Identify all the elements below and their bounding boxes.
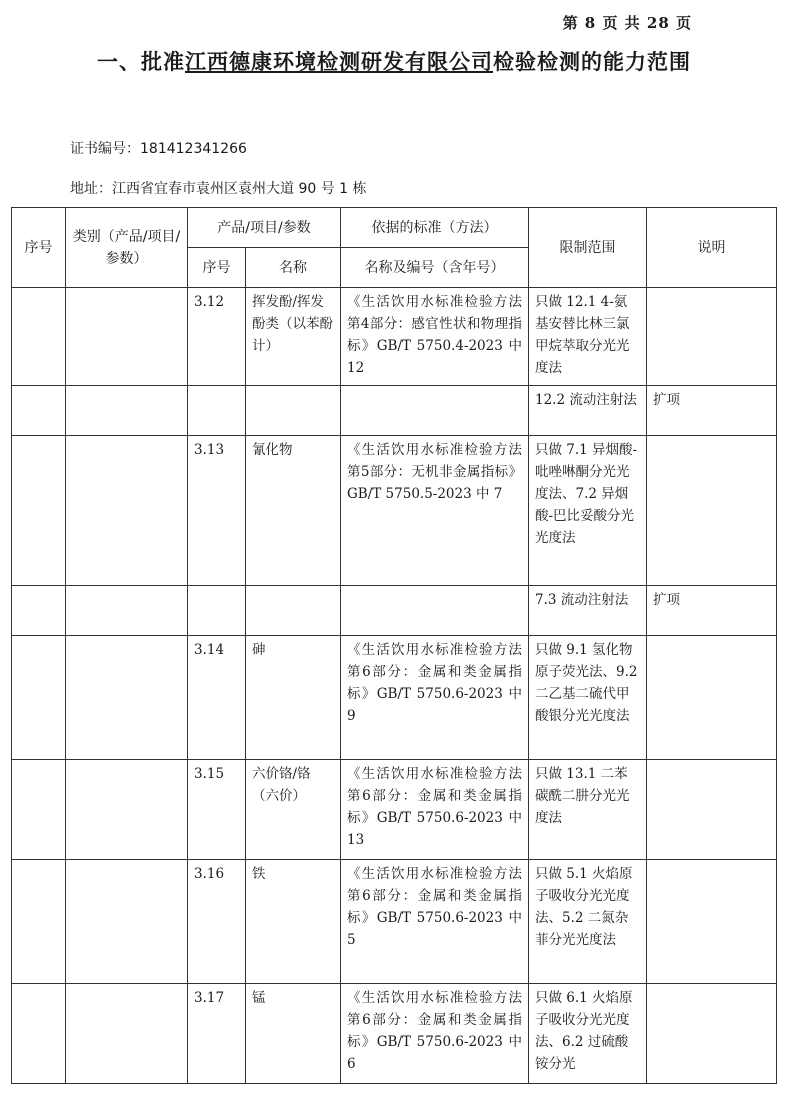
capability-scope-table: [11, 207, 777, 1084]
table-row: [12, 586, 777, 636]
cell-note: [647, 760, 777, 860]
table-row: [12, 386, 777, 436]
cell-standard: [341, 586, 529, 636]
table-row: [12, 636, 777, 760]
header-seq: 序号: [12, 208, 66, 288]
header-standard-group: 依据的标准（方法）: [341, 208, 529, 248]
cell-limit: 只做 12.1 4-氨基安替比林三氯甲烷萃取分光光度法: [529, 288, 647, 386]
cell-seq: [12, 760, 66, 860]
cell-note: [647, 636, 777, 760]
cell-seq: [12, 984, 66, 1084]
cell-category: [66, 436, 188, 586]
cell-sub-seq: 3.13: [188, 436, 246, 586]
cell-name: [246, 586, 341, 636]
table-row: [12, 288, 777, 386]
cell-standard: 《生活饮用水标准检验方法 第6部分：金属和类金属指标》GB/T 5750.6-2023 中 9: [341, 636, 529, 760]
certificate-value: 181412341266: [140, 141, 247, 157]
cell-sub-seq: [188, 586, 246, 636]
address: [70, 178, 367, 198]
cell-sub-seq: 3.17: [188, 984, 246, 1084]
cell-standard: 《生活饮用水标准检验方法 第5部分：无机非金属指标》GB/T 5750.5-2023 中 7: [341, 436, 529, 586]
table-row: [12, 860, 777, 984]
cell-seq: [12, 860, 66, 984]
header-name: 名称: [246, 248, 341, 288]
cell-category: [66, 586, 188, 636]
header-standard-sub: 名称及编号（含年号）: [341, 248, 529, 288]
certificate-label: 证书编号：: [70, 141, 140, 157]
table-row: [12, 436, 777, 586]
cell-seq: [12, 636, 66, 760]
page-number: 第 8 页 共 28 页: [562, 14, 692, 32]
cell-note: [647, 860, 777, 984]
cell-category: [66, 386, 188, 436]
cell-name: 铁: [246, 860, 341, 984]
cell-standard: 《生活饮用水标准检验方法 第6部分：金属和类金属指标》GB/T 5750.6-2023 中 6: [341, 984, 529, 1084]
cell-standard: 《生活饮用水标准检验方法 第4部分：感官性状和物理指标》GB/T 5750.4-2023 中 12: [341, 288, 529, 386]
title-organization: 江西德康环境检测研发有限公司: [185, 49, 493, 74]
header-category: 类别（产品/项目/参数）: [66, 208, 188, 288]
cell-name: 挥发酚/挥发酚类（以苯酚计）: [246, 288, 341, 386]
cell-name: 氰化物: [246, 436, 341, 586]
cell-note: [647, 436, 777, 586]
table-row: [12, 984, 777, 1084]
header-product-group: 产品/项目/参数: [188, 208, 341, 248]
cell-category: [66, 984, 188, 1084]
cell-category: [66, 636, 188, 760]
header-sub-seq: 序号: [188, 248, 246, 288]
cell-note: [647, 288, 777, 386]
cell-seq: [12, 436, 66, 586]
cell-sub-seq: 3.12: [188, 288, 246, 386]
cell-category: [66, 860, 188, 984]
header-note: 说明: [647, 208, 777, 288]
cell-seq: [12, 586, 66, 636]
cell-seq: [12, 386, 66, 436]
address-label: 地址：: [70, 181, 112, 197]
address-value: 江西省宜春市袁州区袁州大道 90 号 1 栋: [112, 181, 367, 197]
cell-limit: 7.3 流动注射法: [529, 586, 647, 636]
cell-name: 锰: [246, 984, 341, 1084]
title-suffix: 检验检测的能力范围: [493, 49, 691, 74]
cell-sub-seq: 3.14: [188, 636, 246, 760]
cell-limit: 12.2 流动注射法: [529, 386, 647, 436]
cell-sub-seq: 3.15: [188, 760, 246, 860]
cell-limit: 只做 13.1 二苯碳酰二肼分光光度法: [529, 760, 647, 860]
cell-limit: 只做 7.1 异烟酸-吡唑啉酮分光光度法、7.2 异烟酸-巴比妥酸分光光度法: [529, 436, 647, 586]
cell-sub-seq: [188, 386, 246, 436]
cell-note: [647, 984, 777, 1084]
cell-limit: 只做 5.1 火焰原子吸收分光光度法、5.2 二氮杂菲分光光度法: [529, 860, 647, 984]
cell-name: 六价铬/铬（六价）: [246, 760, 341, 860]
cell-standard: 《生活饮用水标准检验方法 第6部分：金属和类金属指标》GB/T 5750.6-2023 中 13: [341, 760, 529, 860]
certificate-number: [70, 138, 247, 158]
cell-seq: [12, 288, 66, 386]
cell-limit: 只做 6.1 火焰原子吸收分光光度法、6.2 过硫酸铵分光: [529, 984, 647, 1084]
title-prefix: 一、批准: [97, 49, 185, 74]
page-title: [0, 46, 788, 76]
cell-category: [66, 288, 188, 386]
cell-standard: 《生活饮用水标准检验方法 第6部分：金属和类金属指标》GB/T 5750.6-2023 中 5: [341, 860, 529, 984]
cell-sub-seq: 3.16: [188, 860, 246, 984]
cell-standard: [341, 386, 529, 436]
cell-limit: 只做 9.1 氢化物原子荧光法、9.2 二乙基二硫代甲酸银分光光度法: [529, 636, 647, 760]
cell-note: 扩项: [647, 386, 777, 436]
header-limit: 限制范围: [529, 208, 647, 288]
cell-name: [246, 386, 341, 436]
cell-name: 砷: [246, 636, 341, 760]
table-row: [12, 760, 777, 860]
cell-category: [66, 760, 188, 860]
cell-note: 扩项: [647, 586, 777, 636]
